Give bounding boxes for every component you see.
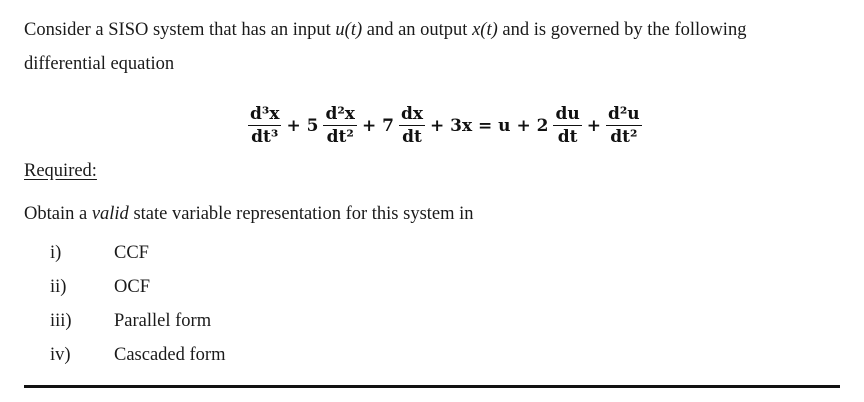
instruction-text — [24, 204, 474, 225]
list-number: iii) — [50, 310, 72, 331]
first-derivative-u — [553, 104, 581, 147]
fraction-bar — [323, 125, 356, 126]
list-number: iv) — [50, 344, 71, 365]
list-item — [50, 270, 225, 304]
instruction-emphasis: valid — [91, 204, 129, 224]
required-heading: Required: — [24, 161, 97, 181]
equation-operator: + 5 — [286, 115, 319, 136]
fraction-bar — [553, 125, 581, 126]
list-item — [50, 338, 225, 372]
list-item — [50, 304, 225, 338]
intro-text-1: Consider a SISO system that has an input — [24, 20, 336, 40]
fraction-bar — [606, 125, 642, 126]
fraction-numerator: dx — [400, 104, 423, 124]
equation-operator: + 3x = u + 2 — [429, 115, 549, 136]
fraction-numerator: d³x — [250, 104, 280, 124]
list-text: OCF — [114, 276, 150, 297]
second-derivative-u — [606, 104, 642, 147]
list-number: i) — [50, 242, 62, 263]
list-text: Parallel form — [114, 310, 212, 331]
fraction-bar — [248, 125, 281, 126]
differential-equation — [246, 104, 644, 147]
list-number: ii) — [50, 276, 67, 297]
list-item — [50, 236, 225, 270]
third-derivative-x — [248, 104, 281, 147]
equation-operator: + — [586, 115, 601, 136]
fraction-denominator: dt² — [326, 127, 354, 147]
intro-text-2: and an output — [362, 20, 473, 40]
intro-text-3: and is governed by the following differential equation — [24, 20, 747, 74]
instruction-part-1: Obtain a — [24, 204, 92, 224]
first-derivative-x — [399, 104, 425, 147]
fraction-denominator: dt — [557, 127, 578, 147]
fraction-numerator: du — [555, 104, 580, 124]
fraction-numerator: d²x — [325, 104, 355, 124]
bottom-divider — [24, 385, 840, 388]
fraction-numerator: d²u — [607, 104, 640, 124]
equation-operator: + 7 — [361, 115, 394, 136]
form-list — [50, 236, 225, 372]
fraction-denominator: dt — [402, 127, 422, 147]
problem-statement — [24, 13, 824, 81]
list-text: Cascaded form — [114, 344, 226, 365]
output-symbol: x(t) — [472, 20, 498, 40]
list-text: CCF — [114, 242, 149, 263]
second-derivative-x — [323, 104, 356, 147]
input-symbol: u(t) — [335, 20, 363, 40]
fraction-denominator: dt² — [610, 127, 638, 147]
fraction-denominator: dt³ — [251, 127, 279, 147]
fraction-bar — [399, 125, 425, 126]
instruction-part-2: state variable representation for this system in — [128, 204, 474, 224]
